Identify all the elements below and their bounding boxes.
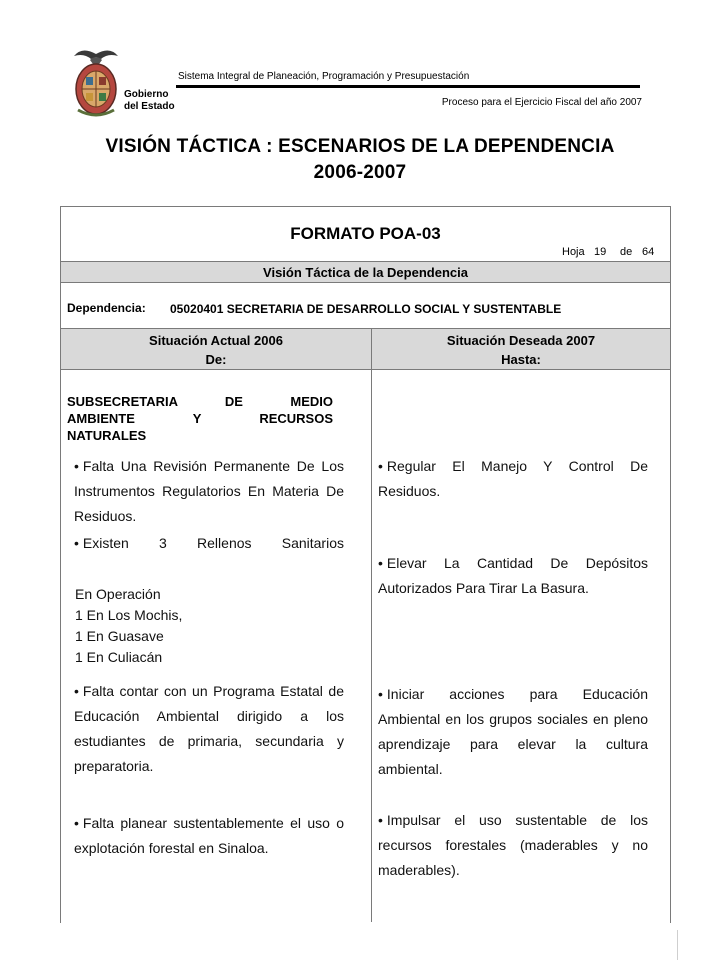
state-crest-icon: [68, 44, 124, 120]
system-title: Sistema Integral de Planeación, Programación y Presupuestación: [178, 71, 470, 82]
government-label-line2: del Estado: [124, 101, 175, 112]
column-divider: [371, 329, 372, 922]
dependency-value: 05020401 SECRETARIA DE DESARROLLO SOCIAL Y SUSTENTABLE: [170, 302, 562, 316]
current-item-2-line4: 1 En Culiacán: [75, 649, 163, 665]
desired-item-4: [378, 808, 648, 883]
page-edge-mark: [677, 930, 678, 960]
form-name: FORMATO POA-03: [290, 224, 441, 243]
current-item-1-text: Falta Una Revisión Permanente De Los Instrumentos Regulatorios En Materia De Residuos.: [74, 458, 344, 524]
sheet-of-label: de: [620, 246, 633, 258]
desired-item-1: [378, 454, 648, 504]
dependency-label: Dependencia:: [67, 301, 146, 315]
page-title-years: 2006-2007: [313, 162, 407, 183]
bullet: •: [378, 555, 383, 571]
current-situation-title: Situación Actual 2006: [149, 333, 283, 348]
desired-item-3: [378, 682, 648, 782]
desired-item-3-text: Iniciar acciones para Educación Ambiental en los grupos sociales en pleno aprendizaje para elevar la cultura ambiental.: [378, 686, 648, 777]
subsecretaria-line3: NATURALES: [67, 428, 147, 443]
current-item-4: [74, 811, 344, 861]
bullet: •: [74, 815, 79, 831]
bullet: •: [74, 458, 79, 474]
desired-situation-title: Situación Deseada 2007: [446, 333, 596, 348]
current-situation-header: [61, 331, 371, 369]
divider: [61, 282, 670, 283]
current-situation-sub: De:: [205, 352, 227, 367]
section-title: Visión Táctica de la Dependencia: [263, 265, 468, 280]
government-label-line1: Gobierno: [124, 89, 169, 100]
current-item-2-line3: 1 En Guasave: [75, 628, 164, 644]
current-item-2-line1: En Operación: [75, 586, 161, 602]
current-item-1: [74, 454, 344, 529]
sheet-number: 19: [594, 246, 607, 258]
desired-item-1-text: Regular El Manejo Y Control De Residuos.: [378, 458, 648, 499]
bullet: •: [378, 686, 383, 702]
sheet-label: Hoja: [562, 246, 585, 258]
desired-item-2-text: Elevar La Cantidad De Depósitos Autorizados Para Tirar La Basura.: [378, 555, 648, 596]
subsecretaria-heading: [67, 393, 333, 444]
bullet: •: [378, 812, 383, 828]
header-rule: [176, 85, 640, 88]
bullet: •: [74, 535, 79, 551]
divider: [61, 261, 670, 262]
subsecretaria-line2: AMBIENTE Y RECURSOS: [67, 411, 333, 426]
current-item-3-text: Falta contar con un Programa Estatal de Educación Ambiental dirigido a los estudiantes de primaria, secundaria y preparatoria.: [74, 683, 344, 774]
subsecretaria-line1: SUBSECRETARIA DE MEDIO: [67, 394, 333, 409]
divider: [61, 369, 670, 370]
current-item-2-detail: [75, 584, 182, 668]
desired-item-4-text: Impulsar el uso sustentable de los recursos forestales (maderables y no maderables).: [378, 812, 648, 878]
sheet-total: 64: [642, 246, 655, 258]
page-title: VISIÓN TÁCTICA : ESCENARIOS DE LA DEPENDENCIA: [105, 136, 615, 157]
current-item-2-line2: 1 En Los Mochis,: [75, 607, 183, 623]
current-item-2-text: Existen 3 Rellenos Sanitarios: [82, 535, 344, 551]
current-item-2: [74, 531, 344, 556]
fiscal-process-label: Proceso para el Ejercicio Fiscal del año 2007: [441, 97, 642, 108]
desired-situation-header: [372, 331, 670, 369]
desired-situation-sub: Hasta:: [501, 352, 541, 367]
bullet: •: [378, 458, 383, 474]
divider: [61, 328, 670, 329]
desired-item-2: [378, 551, 648, 601]
current-item-4-text: Falta planear sustentablemente el uso o explotación forestal en Sinaloa.: [74, 815, 344, 856]
bullet: •: [74, 683, 79, 699]
current-item-3: [74, 679, 344, 779]
